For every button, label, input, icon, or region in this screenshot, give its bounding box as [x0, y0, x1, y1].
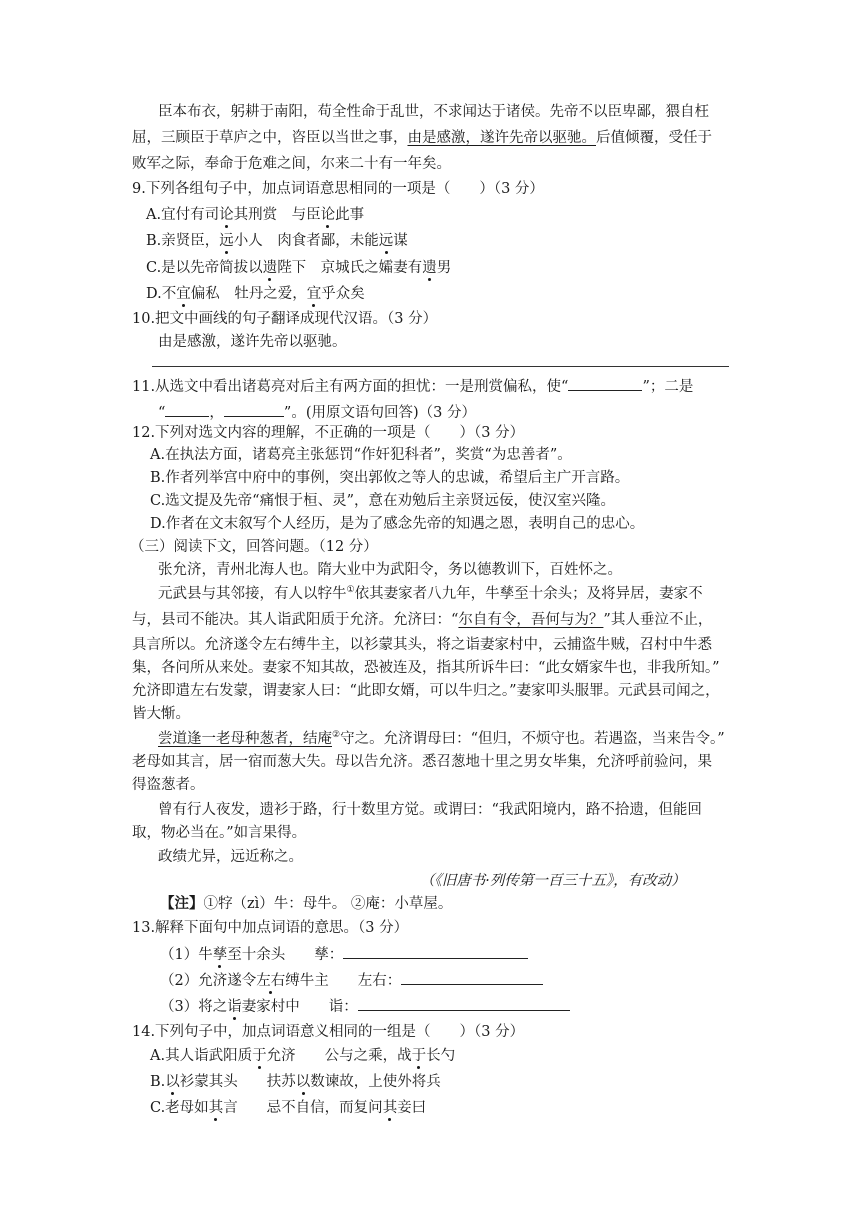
question-9-option-b: B.亲贤臣，远小人 肉食者鄙，未能远谋: [146, 233, 408, 249]
passage-3-line: 尝道逢一老母种葱者，结庵②守之。允济谓母曰：“但归，不烦守也。若遇盗，当来告令。”: [158, 730, 725, 747]
dotted-word: 论: [219, 207, 234, 223]
question-11-line-1: 11.从选文中看出诸葛亮对后主有两方面的担忧：一是刑赏偏私，使“ ”；二是: [132, 376, 693, 397]
dotted-word: 远: [378, 233, 394, 249]
question-14-option-a: A.其人诣武阳质于允济 公与之乘，战于长勺: [150, 1048, 456, 1064]
answer-blank[interactable]: [401, 970, 543, 985]
question-13-item-1: （1）牛孳至十余头 孳：: [160, 944, 528, 965]
passage-3-line: 曾有行人夜发，遗衫于路，行十数里方觉。或谓曰：“我武阳境内，路不拾遗，但能回: [158, 802, 702, 818]
question-9-option-d: D.不宜偏私 牡丹之爱，宜乎众矣: [146, 286, 365, 302]
question-13-item-3: （3）将之诣妻家村中 诣：: [160, 996, 570, 1017]
note-label: 【注】: [160, 895, 204, 912]
dotted-word: 于: [252, 1048, 267, 1064]
question-11-line-2: “ ， ”。(用原文语句回答)（3 分）: [158, 402, 476, 423]
answer-blank[interactable]: [224, 402, 284, 417]
question-14-stem: 14.下列句子中，加点词语意义相同的一组是（ ）（3 分）: [132, 1024, 525, 1040]
dotted-word: 以: [295, 1074, 311, 1090]
question-12-stem: 12.下列对选文内容的理解，不正确的一项是（ ）（3 分）: [132, 425, 525, 441]
answer-blank[interactable]: [358, 996, 570, 1011]
footnote-marker: ①: [346, 585, 355, 596]
question-9-stem: 9.下列各组句子中，加点词语意思相同的一项是（ ）（3 分）: [132, 181, 544, 197]
question-14-option-c: C.老母如其言 忌不自信，而复问其妾曰: [150, 1100, 427, 1116]
dotted-word: 论: [320, 207, 336, 223]
dotted-word: 宜: [306, 286, 322, 302]
passage-3-line: 政绩尤异，远近称之。: [158, 849, 303, 865]
passage-text: 屈，三顾臣于草庐之中，咨臣以当世之事，: [132, 130, 408, 146]
section-3-heading: （三）阅读下文，回答问题。（12 分）: [130, 539, 378, 555]
question-14-option-b: B.以衫蒙其头 扶苏以数谏故，上使外将兵: [150, 1074, 441, 1090]
question-10-sentence: 由是感激，遂许先帝以驱驰。: [158, 334, 347, 350]
dotted-word: 宜: [176, 286, 191, 302]
passage-3-line: 张允济，青州北海人也。隋大业中为武阳令，务以德教训下，百姓怀之。: [158, 562, 622, 578]
dotted-word: 遗: [262, 260, 278, 276]
dotted-word: 孳: [212, 947, 228, 963]
answer-blank[interactable]: [568, 376, 642, 391]
answer-blank[interactable]: [343, 944, 528, 959]
underlined-sentence: 尔自有令，吾何与为？: [458, 612, 604, 628]
passage-line: 臣本布衣，躬耕于南阳，苟全性命于乱世，不求闻达于诸侯。先帝不以臣卑鄙，猥自枉: [158, 104, 709, 120]
passage-line: [132, 128, 712, 148]
dotted-word: 以: [165, 1074, 180, 1090]
passage-text: 后值倾覆，受任于: [596, 130, 712, 146]
question-13-item-2: （2）允济遂令左右缚牛主 左右：: [160, 970, 543, 991]
passage-3-line: 具言所以。允济遂令左右缚牛主，以衫蒙其头，将之诣妻家村中，云捕盗牛贼，召村中牛悉: [132, 637, 712, 653]
passage-3-line: 集，各问所从来处。妻家不知其故，恐被连及，指其所诉牛曰：“此女婿家牛也，非我所知。”: [132, 660, 720, 676]
underlined-sentence: 尝道逢一老母种葱者，结庵: [158, 731, 332, 747]
dotted-word: 诣: [227, 999, 242, 1015]
question-12-option-a: A.在执法方面，诸葛亮主张惩罚“作奸犯科者”，奖赏“为忠善者”。: [150, 447, 572, 463]
footnote-marker: ②: [332, 730, 341, 741]
passage-3-line: 老母如其言，居一宿而葱大失。母以告允济。悉召葱地十里之男女毕集，允济呼前验问，果: [132, 754, 712, 770]
source-citation: （《旧唐书·列传第一百三十五》，有改动）: [420, 873, 686, 889]
note-text: ①牸（zì）牛：母牛。 ②庵：小草屋。: [203, 896, 453, 912]
passage-3-line: 元武县与其邻接，有人以牸牛①依其妻家者八九年，牛孳至十余头；及将异居，妻家不: [158, 585, 703, 602]
answer-line[interactable]: [152, 366, 729, 367]
passage-3-line: 得盗葱者。: [132, 777, 205, 793]
dotted-word: 于: [411, 1048, 427, 1064]
question-10-stem: 10.把文中画线的句子翻译成现代汉语。（3 分）: [132, 311, 438, 327]
passage-line: 败军之际，奉命于危难之间，尔来二十有一年矣。: [132, 156, 451, 172]
dotted-word: 左右: [256, 973, 286, 989]
question-13-stem: 13.解释下面句中加点词语的意思。（3 分）: [132, 920, 409, 936]
underlined-sentence: 由是感激，遂许先帝以驱驰。: [407, 130, 596, 146]
dotted-word: 其: [382, 1100, 398, 1116]
footnote: [160, 894, 452, 914]
passage-3-line: 与，县司不能决。其人诣武阳质于允济。允济曰：“尔自有令，吾何与为？”其人垂泣不止，: [132, 612, 713, 628]
question-12-option-c: C.选文提及先帝“痛恨于桓、灵”，意在劝勉后主亲贤远佞，使汉室兴隆。: [150, 493, 616, 509]
passage-3-line: 取，物必当在。”如言果得。: [132, 825, 307, 841]
question-9-option-a: A.宜付有司论其刑赏 与臣论此事: [146, 207, 365, 223]
dotted-word: 其: [208, 1100, 224, 1116]
passage-3-line: 皆大惭。: [132, 706, 190, 722]
dotted-word: 远: [219, 233, 234, 249]
question-9-option-c: C.是以先帝简拔以遗陛下 京城氏之孀妻有遗男: [146, 260, 452, 276]
dotted-word: 遗: [422, 260, 437, 276]
passage-3-line: 允济即遣左右发蒙，谓妻家人曰：“此即女婿，可以牛归之。”妻家叩头服罪。元武县司闻之，: [132, 683, 720, 699]
question-12-option-d: D.作者在文末叙写个人经历，是为了感念先帝的知遇之恩，表明自己的忠心。: [150, 516, 645, 532]
answer-blank[interactable]: [165, 402, 209, 417]
question-12-option-b: B.作者列举宫中府中的事例，突出郭攸之等人的忠诚，希望后主广开言路。: [150, 470, 630, 486]
